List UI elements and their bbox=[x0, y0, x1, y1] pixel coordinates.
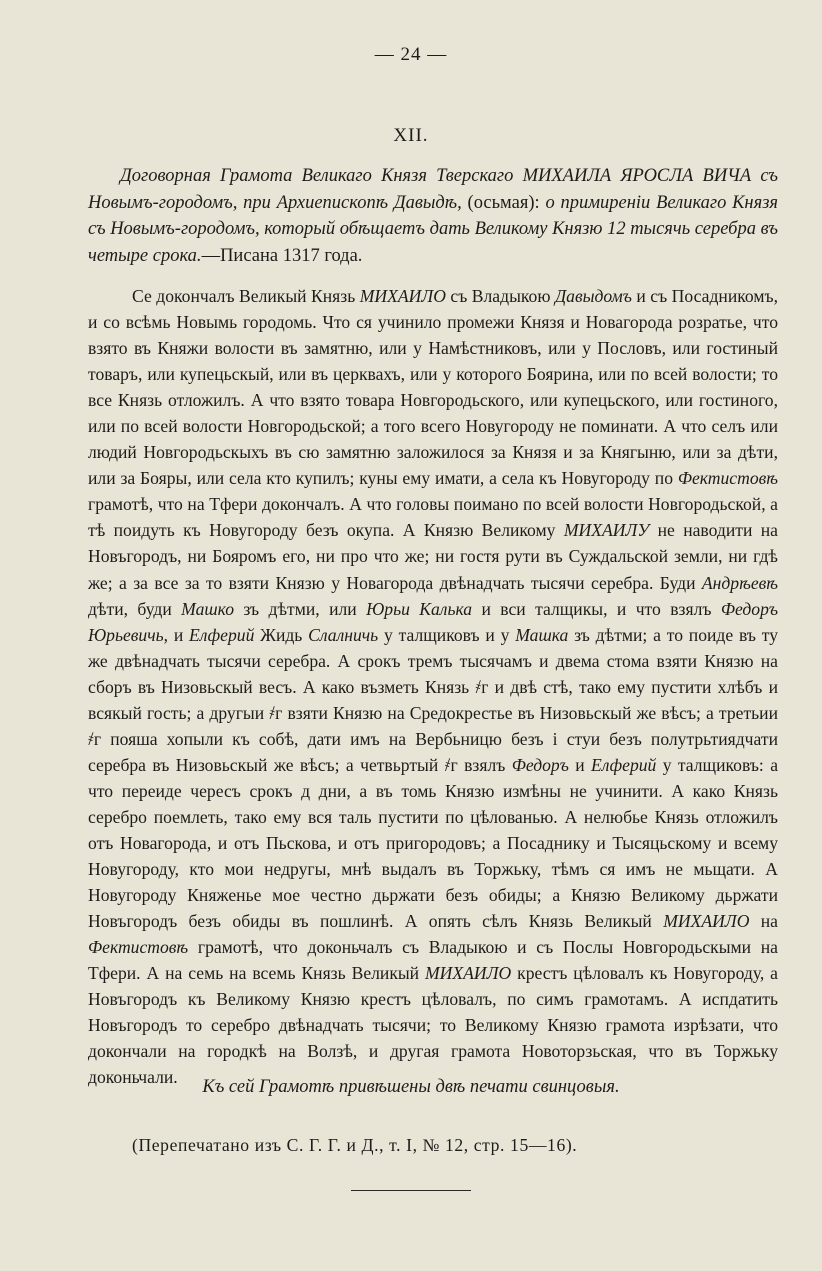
name-fedor: Федоръ bbox=[511, 754, 569, 775]
text-segment: и bbox=[568, 754, 592, 775]
section-numeral: XII. bbox=[393, 125, 429, 146]
text-segment: Се докончалъ Великый Князь bbox=[132, 286, 360, 306]
seals-note: Къ сей Грамотѣ привѣшены двѣ печати свинцовыя. bbox=[202, 1077, 620, 1097]
text-segment: у талщиковъ и у bbox=[378, 624, 516, 645]
text-segment: грамотѣ, что доконьчалъ съ Владыкою и съ Послы Новгородьскыми на Тфери. А на семь на всемь Князь Великый bbox=[88, 937, 778, 984]
name-mashko: Машко bbox=[181, 598, 234, 619]
name-mikhail: МИХАИЛУ bbox=[563, 520, 650, 541]
name-elferii: Елферий bbox=[591, 754, 657, 775]
text-segment: не наводити на Новъгородъ, ни Бояромъ его, ни про что же; ни гостя рути въ Суждальской земли, ни гдѣ же; а за все за то взяти Князю у Новагорода двѣнадчать тысячи серебра. Буди bbox=[88, 520, 778, 593]
text-segment: и съ Посадникомъ, и со всѣмь Новымь городомь. Что ся учинило промежи Князя и Новагорода розратье, что взято въ Княжи волости въ замятню, или у Намѣстниковъ, или у Пословъ, или гостиный товаръ, или купецьскый, или въ церквахъ, или у которого Боярина, или по всей волости; то все Князь отложилъ. А что взято товара Новгородьского, или купецьского, или гостиного, или по всей волости Новгородьской; а того всего Новугороду не поминати. А что селъ или людий Новгородьскыхъ въ сю замятню заложилося за Князя и за Княгыню, или за дѣти, или за Бояры, или села кто купилъ; куны ему имати, а села къ Новугороду по bbox=[88, 286, 778, 489]
name-fedor-yurievich: Федоръ Юрьевичь bbox=[88, 598, 779, 645]
heading-title: Договорная Грамота Великаго Князя Тверскаго МИХАИЛА ЯРОСЛА ВИЧА съ Новымъ-городомъ, при Архиепископѣ Давыдѣ, bbox=[88, 166, 778, 213]
heading-summary: о примиреніи Великаго Князя съ Новымъ-городомъ, который обѣщаетъ дать Великому Князю 12 тысячь серебра въ четыре срока. bbox=[88, 192, 779, 266]
heading-date: —Писана 1317 года. bbox=[201, 245, 363, 266]
text-segment: зъ дѣтми, или bbox=[234, 598, 367, 619]
document-heading bbox=[88, 163, 778, 269]
text-segment: , и bbox=[163, 624, 190, 645]
name-davyd: Давыдомъ bbox=[554, 286, 632, 306]
text-segment: на bbox=[749, 911, 778, 932]
name-mikhail: МИХАИЛО bbox=[359, 286, 446, 306]
name-fektist: Фектистовѣ bbox=[88, 937, 189, 958]
text-segment: дѣти, буди bbox=[88, 598, 182, 619]
charter-text bbox=[88, 283, 778, 1090]
name-fektist: Фектистовѣ bbox=[677, 468, 778, 489]
text-segment: Жидь bbox=[254, 624, 309, 645]
name-yuri-kalka: Юрьи Калька bbox=[366, 598, 473, 619]
text-segment: грамотѣ, что на Тфери докончалъ. А что головы поимано по всей волости Новгородьской, а тѣ поидуть къ Новугороду безъ окупа. А Князю Великому bbox=[88, 494, 778, 541]
name-mikhail: МИХАИЛО bbox=[425, 963, 512, 984]
text-segment: у талщиковъ: а что переиде чересъ срокъ д дни, а въ томь Князю измѣны не учинити. А како Князь серебро поемлеть, тако ему вся таль пустити по цѣлованью. А нелюбье Князь отложилъ отъ Новагорода, и отъ Пьскова, и отъ пригородовъ; а Посаднику и Тысяцьскому и всему Новугороду, кто мои недругы, мнѣ выдалъ въ Торжьку, тѣмъ ся имъ не мьщати. А Новугороду Княженье мое честно дьржати безъ обиды; а Князю Великому дьржати Новъгородъ безъ обиды въ пошлинѣ. А опять сѣлъ Князь Великый bbox=[88, 754, 779, 932]
heading-note: (осьмая): bbox=[461, 192, 546, 213]
text-segment: крестъ цѣловалъ къ Новугороду, а Новъгородъ къ Великому Князю крестъ цѣловалъ, по симъ грамотамъ. А испдатить Новъгородъ то серебро двѣнадчать тысячи; то Великому Князю грамота изрѣзати, что докончали на городкѣ на Волзѣ, и другая грамота Новоторзьская, что въ Торжьку доконьчали. bbox=[88, 963, 778, 1088]
divider bbox=[351, 1190, 471, 1191]
source-note: (Перепечатано изъ С. Г. Г. и Д., т. I, № 12, стр. 15—16). bbox=[132, 1135, 578, 1155]
name-slalnich: Слалничь bbox=[308, 624, 379, 645]
name-andreev: Андрѣевѣ bbox=[701, 572, 778, 593]
text-segment: зъ дѣтми; а то поиде въ ту же двѣнадчать тысячи серебра. А срокъ тремъ тысячамъ и двема стома взяти Князю на сборъ въ Низовьскый весъ. А како възметь Князь ҂г и двѣ стѣ, тако ему пустити хлѣбъ и всякый гость; а другыи ҂г взяти Князю на Средокрестье въ Низовьскый же вѣсъ; а третьии ҂г пояша хопыли къ собѣ, дати имъ на Вербьницю безъ і стуи безъ полутрьтиядчати серебра въ Низовьскый же вѣсъ; а четвьртый ҂г взялъ bbox=[88, 624, 779, 775]
name-mikhail: МИХАИЛО bbox=[663, 911, 750, 932]
text-segment: съ Владыкою bbox=[445, 286, 555, 306]
name-mashka: Машка bbox=[515, 624, 569, 645]
text-segment: и вси талщикы, и что взялъ bbox=[472, 598, 721, 619]
name-elferii: Елферий bbox=[189, 624, 255, 645]
page-number: — 24 — bbox=[374, 44, 448, 65]
